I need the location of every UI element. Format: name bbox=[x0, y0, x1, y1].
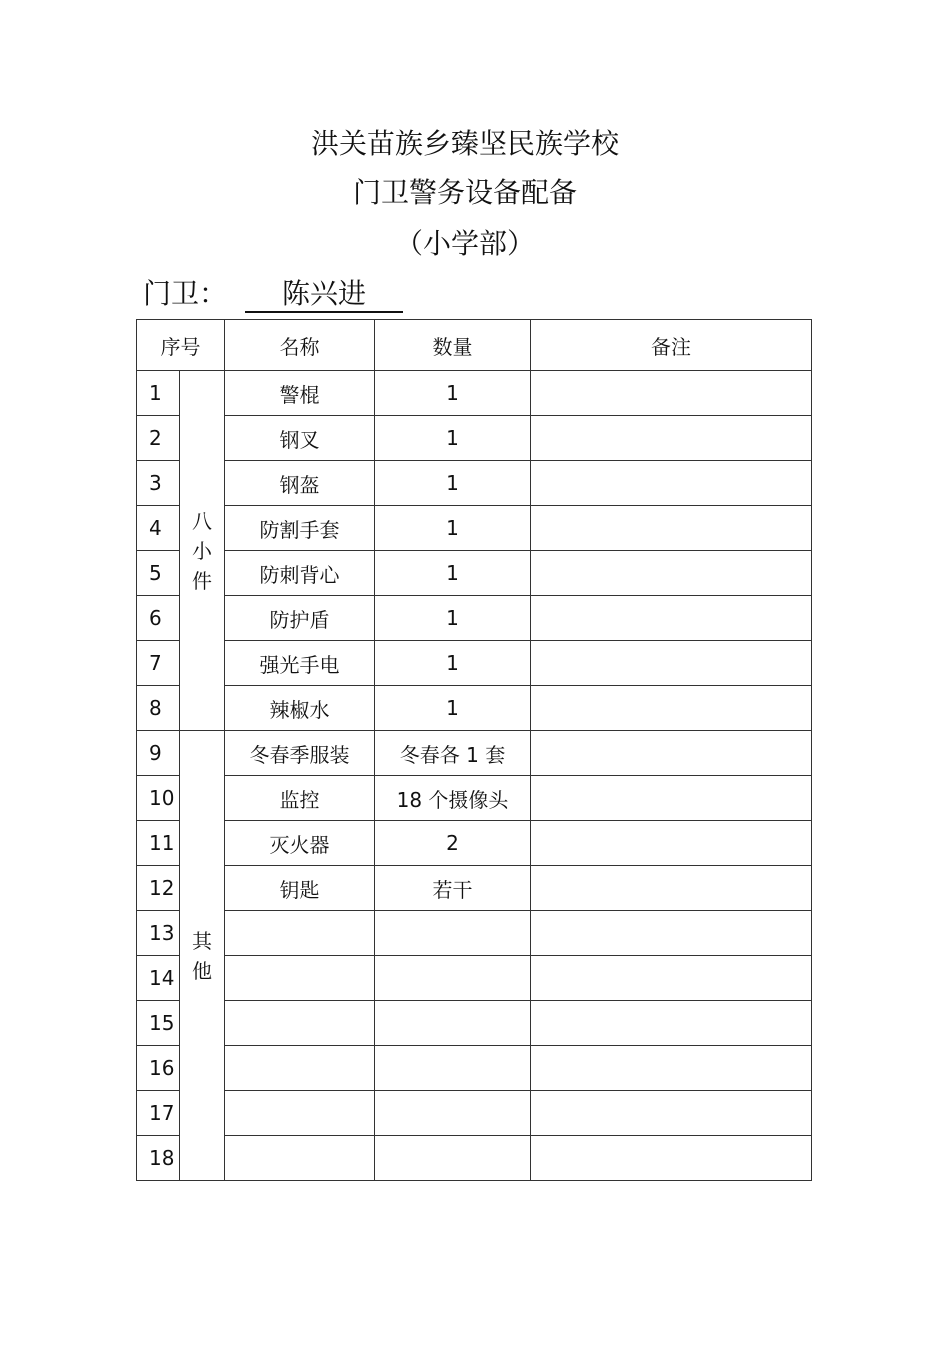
item-remark bbox=[531, 1001, 812, 1046]
item-quantity: 1 bbox=[375, 461, 531, 506]
item-remark bbox=[531, 641, 812, 686]
row-number: 9 bbox=[137, 731, 180, 776]
item-remark bbox=[531, 911, 812, 956]
item-quantity: 冬春各 1 套 bbox=[375, 731, 531, 776]
item-quantity: 2 bbox=[375, 821, 531, 866]
row-number: 13 bbox=[137, 911, 180, 956]
item-name: 钢盔 bbox=[225, 461, 375, 506]
table-row bbox=[137, 641, 812, 686]
item-quantity: 1 bbox=[375, 371, 531, 416]
row-number: 1 bbox=[137, 371, 180, 416]
table-row bbox=[137, 416, 812, 461]
table-row bbox=[137, 1091, 812, 1136]
item-remark bbox=[531, 821, 812, 866]
row-number: 14 bbox=[137, 956, 180, 1001]
row-number: 16 bbox=[137, 1046, 180, 1091]
item-name bbox=[225, 911, 375, 956]
group-label-other bbox=[180, 731, 225, 1181]
item-name: 警棍 bbox=[225, 371, 375, 416]
item-remark bbox=[531, 551, 812, 596]
group-char: 其 bbox=[192, 928, 212, 953]
item-remark bbox=[531, 1136, 812, 1181]
row-number: 4 bbox=[137, 506, 180, 551]
school-title: 洪关苗族乡臻坚民族学校 bbox=[310, 127, 619, 160]
item-quantity bbox=[375, 1046, 531, 1091]
item-remark bbox=[531, 506, 812, 551]
row-number: 17 bbox=[137, 1091, 180, 1136]
table-row bbox=[137, 506, 812, 551]
item-quantity bbox=[375, 1001, 531, 1046]
item-name: 防护盾 bbox=[225, 596, 375, 641]
row-number: 8 bbox=[137, 686, 180, 731]
table-row bbox=[137, 596, 812, 641]
item-name bbox=[225, 1136, 375, 1181]
item-remark bbox=[531, 776, 812, 821]
table-row bbox=[137, 1046, 812, 1091]
column-header-index: 序号 bbox=[137, 320, 225, 371]
item-quantity: 1 bbox=[375, 551, 531, 596]
item-name: 强光手电 bbox=[225, 641, 375, 686]
table-row bbox=[137, 461, 812, 506]
item-quantity bbox=[375, 956, 531, 1001]
row-number: 3 bbox=[137, 461, 180, 506]
table-row bbox=[137, 821, 812, 866]
item-quantity bbox=[375, 1136, 531, 1181]
item-quantity: 1 bbox=[375, 416, 531, 461]
item-remark bbox=[531, 731, 812, 776]
item-quantity: 若干 bbox=[375, 866, 531, 911]
row-number: 5 bbox=[137, 551, 180, 596]
item-quantity: 1 bbox=[375, 686, 531, 731]
document-title: 门卫警务设备配备 bbox=[352, 176, 577, 209]
guard-name: 陈兴进 bbox=[245, 277, 403, 313]
item-quantity: 18 个摄像头 bbox=[375, 776, 531, 821]
item-quantity: 1 bbox=[375, 596, 531, 641]
item-remark bbox=[531, 1046, 812, 1091]
guard-label: 门卫： bbox=[143, 277, 228, 310]
item-name: 冬春季服装 bbox=[225, 731, 375, 776]
table-row bbox=[137, 1136, 812, 1181]
row-number: 11 bbox=[137, 821, 180, 866]
column-header-remark: 备注 bbox=[531, 320, 812, 371]
row-number: 12 bbox=[137, 866, 180, 911]
item-name: 钢叉 bbox=[225, 416, 375, 461]
row-number: 2 bbox=[137, 416, 180, 461]
table-row bbox=[137, 776, 812, 821]
item-remark bbox=[531, 461, 812, 506]
item-quantity: 1 bbox=[375, 641, 531, 686]
item-name: 灭火器 bbox=[225, 821, 375, 866]
group-label-eight-items bbox=[180, 371, 225, 731]
group-char: 八 bbox=[192, 508, 212, 533]
item-remark bbox=[531, 866, 812, 911]
table-row bbox=[137, 371, 812, 416]
table-row bbox=[137, 731, 812, 776]
item-remark bbox=[531, 371, 812, 416]
guard-line bbox=[143, 274, 403, 314]
item-name: 辣椒水 bbox=[225, 686, 375, 731]
table-row bbox=[137, 911, 812, 956]
row-number: 10 bbox=[137, 776, 180, 821]
equipment-table bbox=[136, 319, 812, 1181]
item-remark bbox=[531, 686, 812, 731]
group-char: 他 bbox=[192, 958, 212, 983]
column-header-name: 名称 bbox=[225, 320, 375, 371]
table-row bbox=[137, 1001, 812, 1046]
column-header-quantity: 数量 bbox=[375, 320, 531, 371]
item-quantity bbox=[375, 1091, 531, 1136]
table-row bbox=[137, 956, 812, 1001]
row-number: 6 bbox=[137, 596, 180, 641]
item-remark bbox=[531, 1091, 812, 1136]
item-remark bbox=[531, 956, 812, 1001]
item-remark bbox=[531, 416, 812, 461]
row-number: 7 bbox=[137, 641, 180, 686]
item-quantity bbox=[375, 911, 531, 956]
row-number: 15 bbox=[137, 1001, 180, 1046]
table-row bbox=[137, 551, 812, 596]
item-name bbox=[225, 956, 375, 1001]
group-char: 小 bbox=[192, 538, 212, 563]
item-name: 钥匙 bbox=[225, 866, 375, 911]
item-quantity: 1 bbox=[375, 506, 531, 551]
item-name: 监控 bbox=[225, 776, 375, 821]
table-header-row bbox=[137, 320, 812, 371]
row-number: 18 bbox=[137, 1136, 180, 1181]
item-remark bbox=[531, 596, 812, 641]
section-title: （小学部） bbox=[394, 227, 535, 260]
item-name bbox=[225, 1046, 375, 1091]
item-name bbox=[225, 1091, 375, 1136]
group-char: 件 bbox=[192, 568, 212, 593]
item-name bbox=[225, 1001, 375, 1046]
table-row bbox=[137, 686, 812, 731]
table-row bbox=[137, 866, 812, 911]
item-name: 防刺背心 bbox=[225, 551, 375, 596]
item-name: 防割手套 bbox=[225, 506, 375, 551]
